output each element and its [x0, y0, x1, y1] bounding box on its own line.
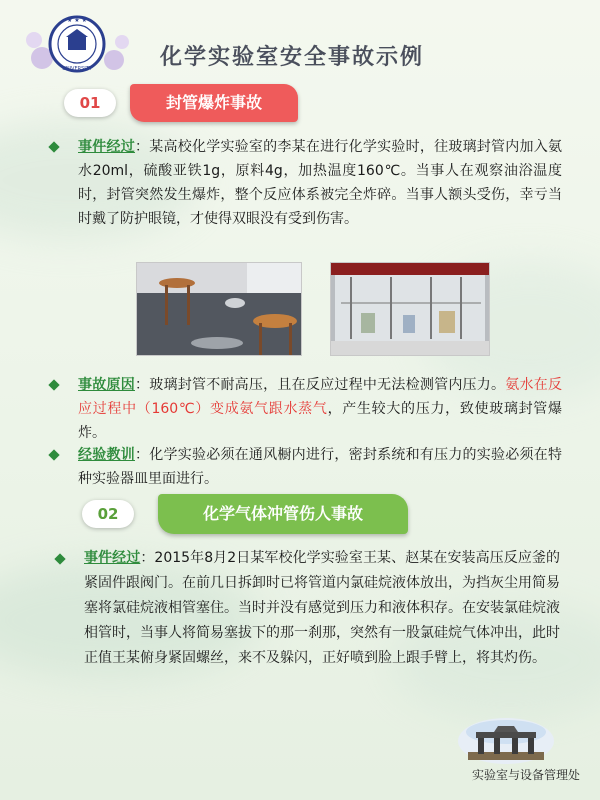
case1-lesson [78, 443, 562, 491]
case1-process-text: ：某高校化学实验室的李某在进行化学实验时，往玻璃封管内加入氨水20ml，硫酸亚铁1g，原料4g，加热温度160℃。当事人在观察油浴温度时，封管突然发生爆炸，整个反应体系被完全炸碎。当事人额头受伤，幸亏当时戴了防护眼镜，才使得双眼没有受到伤害。 [78, 139, 563, 227]
case1-cause-text-b: ，产生较大的压力，致使玻璃封管爆炸。 [78, 401, 563, 441]
case1-banner: 封管爆炸事故 [130, 84, 298, 122]
case2-badge [82, 494, 408, 534]
case2-process-text: ：2015年8月2日某军校化学实验室王某、赵某在安装高压反应釜的紧固件跟阀门。在前几日拆卸时已将管道内氯硅烷液体放出，为挡灰尘用简易塞将氯硅烷液相管塞住。当时并没有感觉到压力和液体积存。在安装氯硅烷液相管时，当事人将简易塞拔下的那一刹那，突然有一股氯硅烷气体冲出，此时正值王某俯身紧固螺丝，来不及躲闪，正好喷到脸上跟手臂上，将其灼伤。 [84, 550, 560, 666]
university-logo [22, 10, 132, 80]
case1-cause-text-red: 氨水在反应过程中（160℃）变成氨气跟水蒸气 [78, 377, 563, 417]
case1-lesson-text: ：化学实验必须在通风橱内进行，密封系统和有压力的实验必须在特种实验器皿里面进行。 [78, 447, 563, 487]
bullet-icon [48, 449, 59, 460]
page-title: 化学实验室安全事故示例 [160, 45, 425, 70]
case1-cause-label: 事故原因 [78, 377, 135, 393]
case2-process-label: 事件经过 [84, 550, 141, 566]
case2-process [84, 546, 560, 671]
case1-cause-text-a: ：玻璃封管不耐高压，且在反应过程中无法检测管内压力。 [134, 377, 506, 393]
case2-banner: 化学气体冲管伤人事故 [158, 494, 408, 534]
bullet-icon [48, 379, 59, 390]
case1-badge [64, 84, 298, 122]
case2-number: 02 [82, 500, 134, 528]
lab-photo-floor [136, 262, 302, 356]
case1-cause [78, 373, 562, 445]
case1-lesson-label: 经验教训 [78, 447, 135, 463]
svg-text:★ ★ ★: ★ ★ ★ [67, 17, 87, 24]
campus-gate-image [458, 718, 554, 764]
case1-number: 01 [64, 89, 116, 117]
svg-text:UNIVERSITY: UNIVERSITY [62, 66, 92, 72]
lab-photo-hood [330, 262, 490, 356]
case1-process [78, 135, 562, 231]
case1-process-label: 事件经过 [78, 139, 135, 155]
footer-department: 实验室与设备管理处 [471, 768, 580, 782]
